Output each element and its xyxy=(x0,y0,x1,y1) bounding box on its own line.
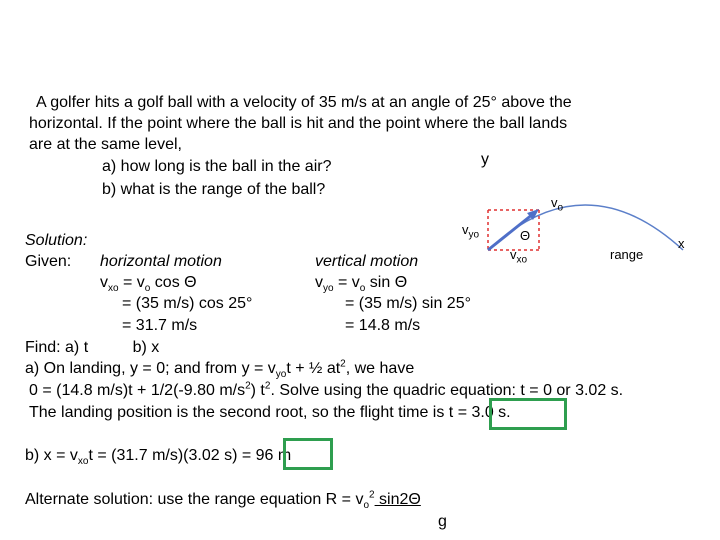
find-line: Find: a) t b) x xyxy=(25,339,160,356)
problem-line-1: A golfer hits a golf ball with a velocity of 35 m/s at an angle of 25° above the xyxy=(36,94,572,111)
given-label: Given: xyxy=(25,253,72,270)
problem-line-2: horizontal. If the point where the ball is hit and the point where the ball lands xyxy=(29,115,568,132)
theta-label: Θ xyxy=(520,228,531,243)
vyo-label: $v_{yo}$ xyxy=(462,222,480,241)
problem-part-b: b) what is the range of the ball? xyxy=(102,181,326,198)
vxo-label: $v_{xo}$ xyxy=(510,247,528,266)
range-answer: 96 m xyxy=(255,447,292,464)
part-b-line: b) $x = v_{xo}t = (31.7$ m/s)(3.02 s) = 96 m xyxy=(25,447,292,468)
vertical-eq-3: = 14.8 m/s xyxy=(345,317,421,334)
horizontal-eq-3: = 31.7 m/s xyxy=(122,317,198,334)
solution-heading: Solution: xyxy=(25,232,88,249)
vo-label: $v_o$ xyxy=(551,195,564,214)
alternate-solution-line: Alternate solution: use the range equation $R = v_o^2$ sin2Θ xyxy=(25,489,421,512)
horizontal-motion-label: horizontal motion xyxy=(100,253,222,270)
x-axis-label: x xyxy=(678,236,685,251)
range-answer-box xyxy=(283,438,333,470)
part-a-line-1: a) On landing, y = 0; and from $y = v_{yo}t$ + ½ $at^2$, we have xyxy=(25,358,415,381)
horizontal-eq-2: = (35 m/s) cos 25° xyxy=(122,295,253,312)
y-axis-label: y xyxy=(481,151,489,168)
problem-part-a: a) how long is the ball in the air? xyxy=(102,158,332,175)
part-a-line-3: The landing position is the second root, so the flight time is t = 3.0 s. xyxy=(29,404,511,421)
horizontal-eq-1: $v_{xo} = v_o$ cos Θ xyxy=(100,274,197,295)
problem-line-3: are at the same level, xyxy=(29,136,182,153)
vertical-motion-label: vertical motion xyxy=(315,253,419,270)
range-equation-denominator: g xyxy=(438,513,447,530)
flight-time-answer: t = 3.0 s xyxy=(448,404,507,421)
range-label: range xyxy=(610,247,644,262)
flight-time-answer-box xyxy=(489,398,567,430)
range-equation-numerator: sin2Θ xyxy=(374,491,421,508)
part-a-line-2: 0 = (14.8 m/s)t + 1/2(-9.80 $m/s^2$) $t^2$. Solve using the quadric equation: t = 0 or 3.02 s. xyxy=(29,380,624,399)
vertical-eq-1: $v_{yo} = v_o$ sin Θ xyxy=(315,274,408,295)
vertical-eq-2: = (35 m/s) sin 25° xyxy=(345,295,471,312)
